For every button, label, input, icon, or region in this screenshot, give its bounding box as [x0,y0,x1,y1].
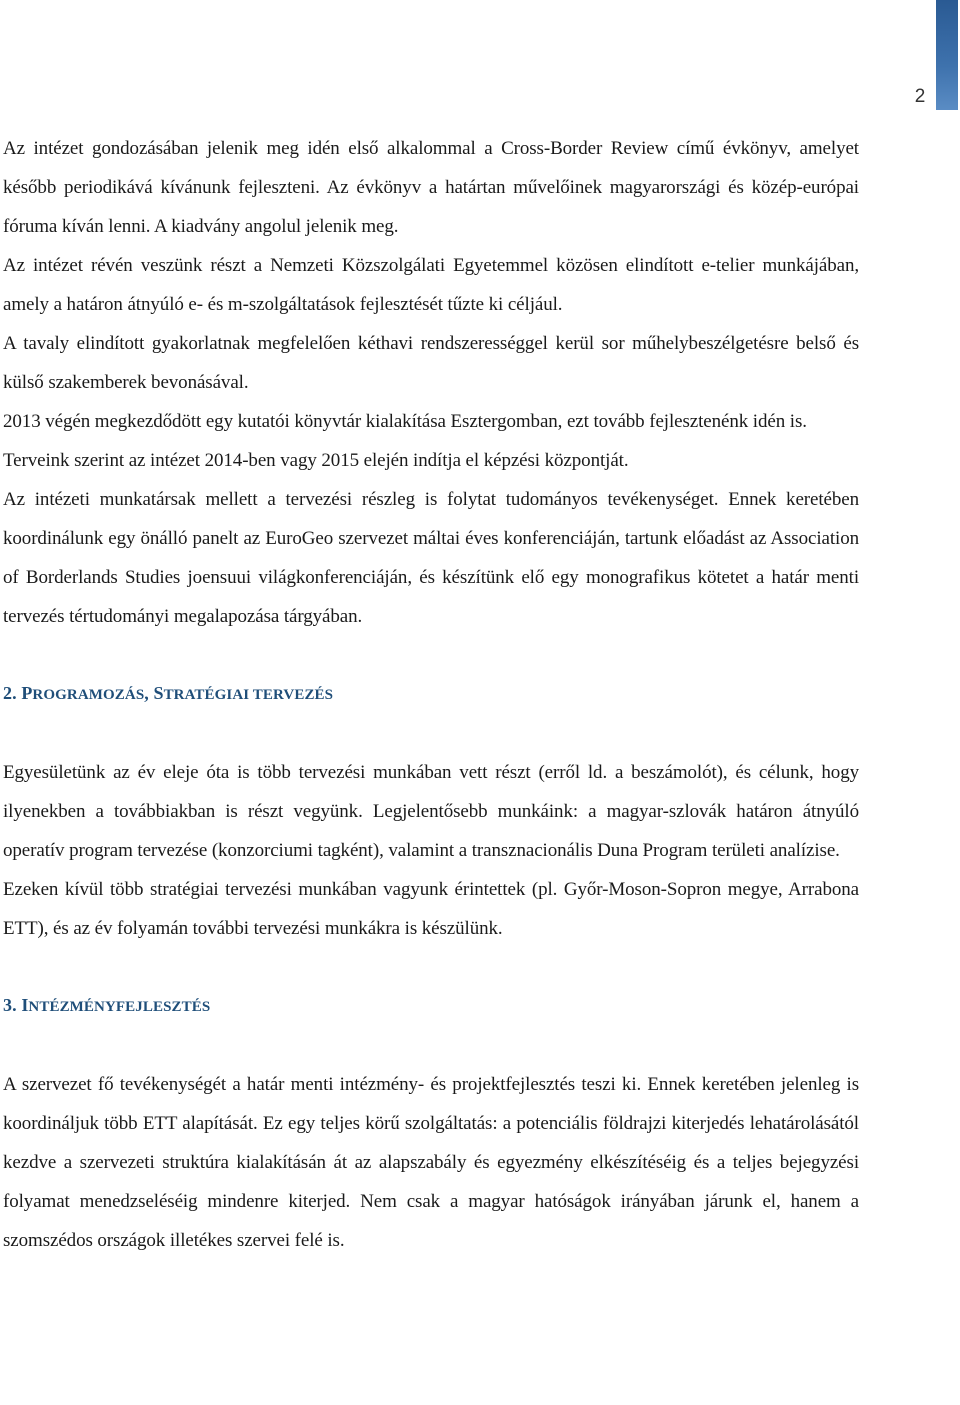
paragraph-cross-border-review: Az intézet gondozásában jelenik meg idén első alkalommal a Cross-Border Review című évkönyv, amelyet később periodikává kívánunk fejleszteni. Az évkönyv a határtan művelőinek magyarországi és közép-európai fóruma kíván lenni. A kiadvány angolul jelenik meg. [3,138,859,237]
document-body [3,129,859,1260]
paragraph-workshops: A tavaly elindított gyakorlatnak megfelelően kéthavi rendszerességgel kerül sor műhelybeszélgetésre belső és külső szakemberek bevonásával. [3,333,859,393]
section-number: 2. [3,683,17,703]
paragraph-training-center: Terveink szerint az intézet 2014-ben vagy 2015 elején indítja el képzési központját. [3,450,629,471]
paragraph-research-activity: Az intézeti munkatársak mellett a tervezési részleg is folytat tudományos tevékenységet. Ennek keretében koordinálunk egy önálló panelt az EuroGeo szervezet máltai éves konferenciáján, tartunk előadást az Association of Borderlands Studies joensuui világkonferenciáján, és készítünk elő egy monografikus kötetet a határ menti tervezés tértudományi megalapozása tárgyában. [3,489,859,627]
section-heading-programming: 2. PROGRAMOZÁS, STRATÉGIAI TERVEZÉS [3,683,334,703]
page-number: 2 [914,86,926,107]
section-heading-institution-development: 3. INTÉZMÉNYFEJLESZTÉS [3,995,211,1015]
page-edge-accent-bar [936,0,958,110]
section-number: 3. [3,995,17,1015]
paragraph-library: 2013 végén megkezdődött egy kutatói könyvtár kialakítása Esztergomban, ezt tovább fejlesztenénk idén is. [3,411,807,432]
paragraph-strategic-planning: Ezeken kívül több stratégiai tervezési munkában vagyunk érintettek (pl. Győr-Moson-Sopron megye, Arrabona ETT), és az év folyamán további tervezési munkákra is készülünk. [3,879,859,939]
paragraph-ett-coordination: A szervezet fő tevékenységét a határ menti intézmény- és projektfejlesztés teszi ki. Ennek keretében jelenleg is koordináljuk több ETT alapítását. Ez egy teljes körű szolgáltatás: a potenciális földrajzi kiterjedés lehatárolásától kezdve a szervezeti struktúra kialakításán át az alapszabály és egyezmény elkészítéséig és a teljes bejegyzési folyamat menedzseléséig mindenre kiterjed. Nem csak a magyar hatóságok irányában járunk el, hanem a szomszédos országok illetékes szervei felé is. [3,1074,859,1251]
paragraph-e-telier: Az intézet révén veszünk részt a Nemzeti Közszolgálati Egyetemmel közösen elindított e-telier munkájában, amely a határon átnyúló e- és m-szolgáltatások fejlesztését tűzte ki céljául. [3,255,859,315]
paragraph-planning-work: Egyesületünk az év eleje óta is több tervezési munkában vett részt (erről ld. a beszámolót), és célunk, hogy ilyenekben a továbbiakban is részt vegyünk. Legjelentősebb munkáink: a magyar-szlovák határon átnyúló operatív program tervezése (konzorciumi tagként), valamint a transznacionális Duna Program területi analízise. [3,762,859,861]
